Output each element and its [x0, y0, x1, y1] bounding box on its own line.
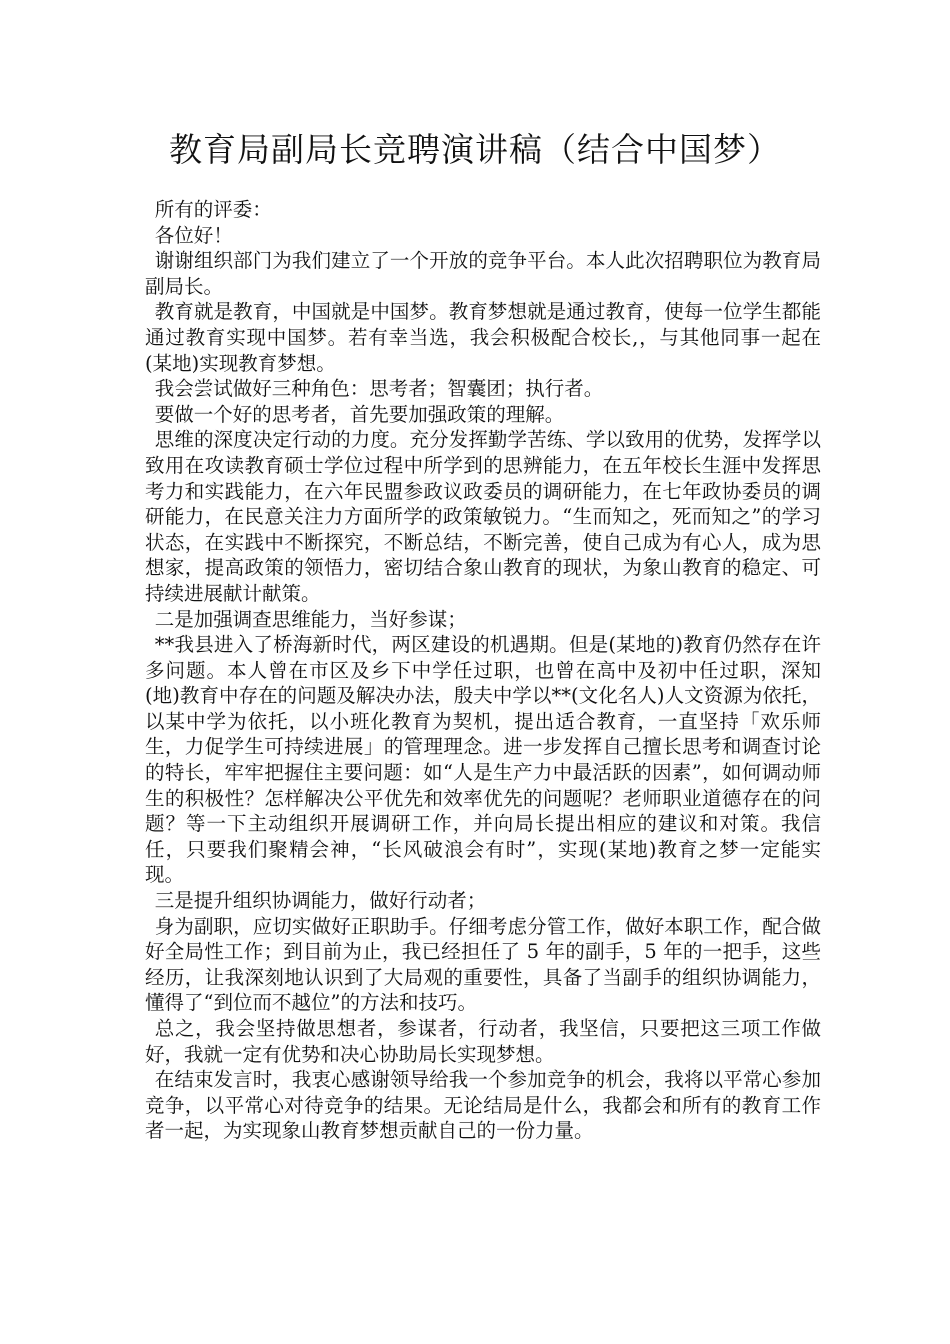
document-title: 教育局副局长竞聘演讲稿（结合中国梦） [169, 130, 781, 169]
paragraph-thinker-detail: 思维的深度决定行动的力度。充分发挥勤学苦练、学以致用的优势，发挥学以致用在攻读教育硕士学位过程中所学到的思辨能力，在五年校长生涯中发挥思考力和实践能力，在六年民盟参政议政委员的调研能力，在七年政协委员的调研能力，在民意关注力方面所学的政策敏锐力。“生而知之，死而知之”的学习状态，在实践中不断探究，不断总结，不断完善，使自己成为有心人，成为思想家，提高政策的领悟力，密切结合象山教育的现状，为象山教育的稳定、可持续进展献计献策。 [145, 428, 821, 605]
document-body [145, 197, 821, 1144]
paragraph-greeting: 各位好！ [154, 223, 233, 247]
paragraph-summary: 总之，我会坚持做思想者，参谋者，行动者，我坚信，只要把这三项工作做好，我就一定有优势和决心协助局长实现梦想。 [145, 1017, 821, 1066]
paragraph-three-roles: 我会尝试做好三种角色：思考者；智囊团；执行者。 [154, 377, 604, 401]
paragraph-thinker-intro: 要做一个好的思考者，首先要加强政策的理解。 [154, 402, 565, 426]
paragraph-advisor-detail: **我县进入了桥海新时代，两区建设的机遇期。但是(某地的)教育仍然存在许多问题。本人曾在市区及乡下中学任过职，也曾在高中及初中任过职，深知(地)教育中存在的问题及解决办法，殷夫中学以**(文化名人)人文资源为依托，以某中学为依托，以小班化教育为契机，提出适合教育，一直坚持「欢乐师生，力促学生可持续进展」的管理理念。进一步发挥自己擅长思考和调查讨论的特长，牢牢把握住主要问题：如“人是生产力中最活跃的因素”，如何调动师生的积极性？怎样解决公平优先和效率优先的问题呢？老师职业道德存在的问题？等一下主动组织开展调研工作，并向局长提出相应的建议和对策。我信任，只要我们聚精会神，“长风破浪会有时”，实现(某地)教育之梦一定能实现。 [145, 633, 821, 887]
paragraph-executor-intro: 三是提升组织协调能力，做好行动者； [154, 889, 487, 913]
paragraph-closing: 在结束发言时，我衷心感谢领导给我一个参加竞争的机会，我将以平常心参加竞争，以平常心对待竞争的结果。无论结局是什么，我都会和所有的教育工作者一起，为实现象山教育梦想贡献自己的一份力量。 [145, 1068, 821, 1143]
paragraph-education-dream: 教育就是教育，中国就是中国梦。教育梦想就是通过教育，使每一位学生都能通过教育实现中国梦。若有幸当选，我会积极配合校长,，与其他同事一起在(某地)实现教育梦想。 [145, 300, 821, 375]
paragraph-thanks: 谢谢组织部门为我们建立了一个开放的竞争平台。本人此次招聘职位为教育局副局长。 [145, 249, 821, 298]
paragraph-advisor-intro: 二是加强调查思维能力，当好参谋； [154, 607, 467, 631]
paragraph-executor-detail: 身为副职，应切实做好正职助手。仔细考虑分管工作，做好本职工作，配合做好全局性工作；到目前为止，我已经担任了 5 年的副手，5 年的一把手，这些经历，让我深刻地认识到了大局观的重要性，具备了当副手的组织协调能力，懂得了“到位而不越位”的方法和技巧。 [145, 914, 821, 1015]
paragraph-salutation: 所有的评委： [154, 198, 272, 221]
